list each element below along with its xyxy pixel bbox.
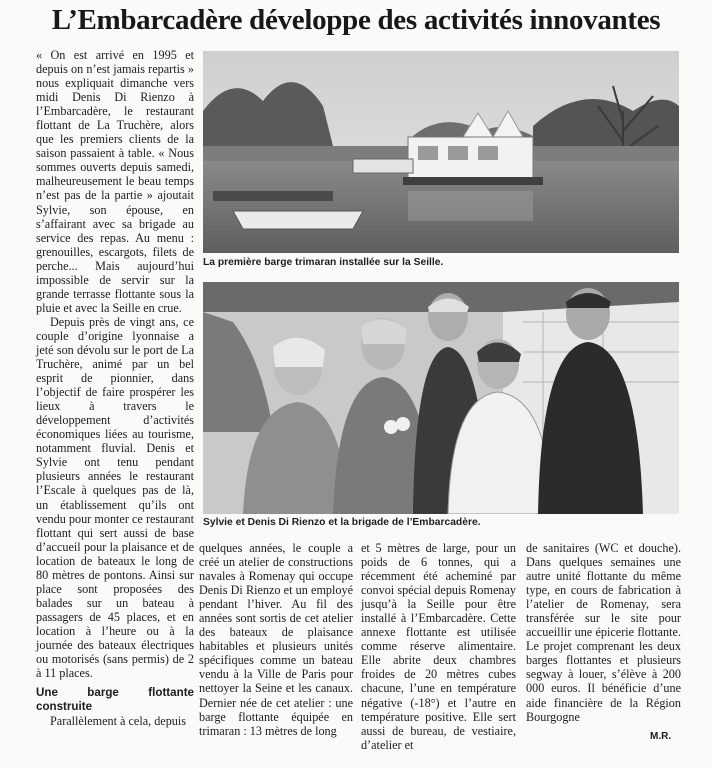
author-signature: M.R. bbox=[650, 731, 672, 742]
paragraph: Depuis près de vingt ans, ce couple d’origine lyonnaise a jeté son dévolu sur le port de La Truchère, animé par un bel esprit de pionnier, dans l’objectif de faire prospérer les lieux à travers le développement d’activités économiques liées au tourisme, notamment fluvial. Denis et Sylvie ont tenu pendant plusieurs années le restaurant l’Escale à quelques pas de là, un établissement qu’ils ont vendu pour monter ce restaurant flottant qui sert aussi de base d’accueil pour la plaisance et de location de bateaux le long de 80 mètres de pontons. Ainsi sur place sont proposées des balades sur un bateau à passagers de 45 places, et en location à l’heure ou à la journée des bateaux électriques ou motorisés (sans permis) de 2 à 11 places. bbox=[36, 314, 194, 681]
subheading: Une barge flottante construite bbox=[36, 686, 194, 714]
paragraph: et 5 mètres de large, pour un poids de 6 tonnes, qui a récemment été acheminé par convoi spécial depuis Romenay jusqu’à la Seille pour être installé à l’Embarcadère. Cette annexe flottante est utilisée comme réserve alimentaire. Elle abrite deux chambres froides de 20 mètres cubes chacune, l’une en température négative (-18°) et l’autre en température positive. Elle sert aussi de bureau, de vestiaire, d’atelier et bbox=[361, 541, 516, 752]
article-column-2 bbox=[199, 541, 353, 738]
headline: L’Embarcadère développe des activités innovantes bbox=[51, 4, 661, 36]
photo-team bbox=[203, 282, 679, 514]
article-column-1 bbox=[36, 48, 194, 728]
paragraph: Parallèlement à cela, depuis bbox=[50, 714, 187, 729]
paragraph: de sanitaires (WC et douche). Dans quelques semaines une autre unité flottante du même type, en cours de fabrication à l’atelier de Romenay, sera transférée sur le site pour accueillir une épicerie flottante. Le projet comprenant les deux barges flottantes et plusieurs segway à louer, s’élève à 200 000 euros. Il bénéficie d’une aide financière de la Région Bourgogne bbox=[526, 541, 681, 724]
photo-caption: Sylvie et Denis Di Rienzo et la brigade de l’Embarcadère. bbox=[203, 517, 481, 528]
photo-barge bbox=[203, 51, 679, 253]
article-column-3 bbox=[361, 541, 516, 752]
photo-caption: La première barge trimaran installée sur la Seille. bbox=[203, 257, 444, 268]
paragraph: « On est arrivé en 1995 et depuis on n’est jamais repartis » nous expliquait dimanche vers midi Denis Di Rienzo à l’Embarcadère, le restaurant flottant de La Truchère, alors que les premiers clients de la saison passaient à table. « Nous sommes ouverts depuis samedi, malheureusement le beau temps n’est pas de la partie » ajoutait Sylvie, son épouse, en s’affairant avec sa brigade au service des repas. Au menu : grenouilles, escargots, filets de perche... Mais aujourd’hui impossible de servir sur la grande terrasse flottante sous la pluie et avec la Seille en crue. bbox=[36, 48, 194, 315]
paragraph: quelques années, le couple a créé un atelier de constructions navales à Romenay qui occupe Denis Di Rienzo et un employé pendant l’hiver. Au fil des années sont sortis de cet atelier des bateaux de plaisance habitables et plusieurs unités spécifiques comme un bateau vendu à la Ville de Paris pour nettoyer la Seine et les canaux. Dernier née de cet atelier : une barge flottante équipée en trimaran : 13 mètres de long bbox=[199, 541, 353, 738]
article-column-4 bbox=[526, 541, 681, 724]
